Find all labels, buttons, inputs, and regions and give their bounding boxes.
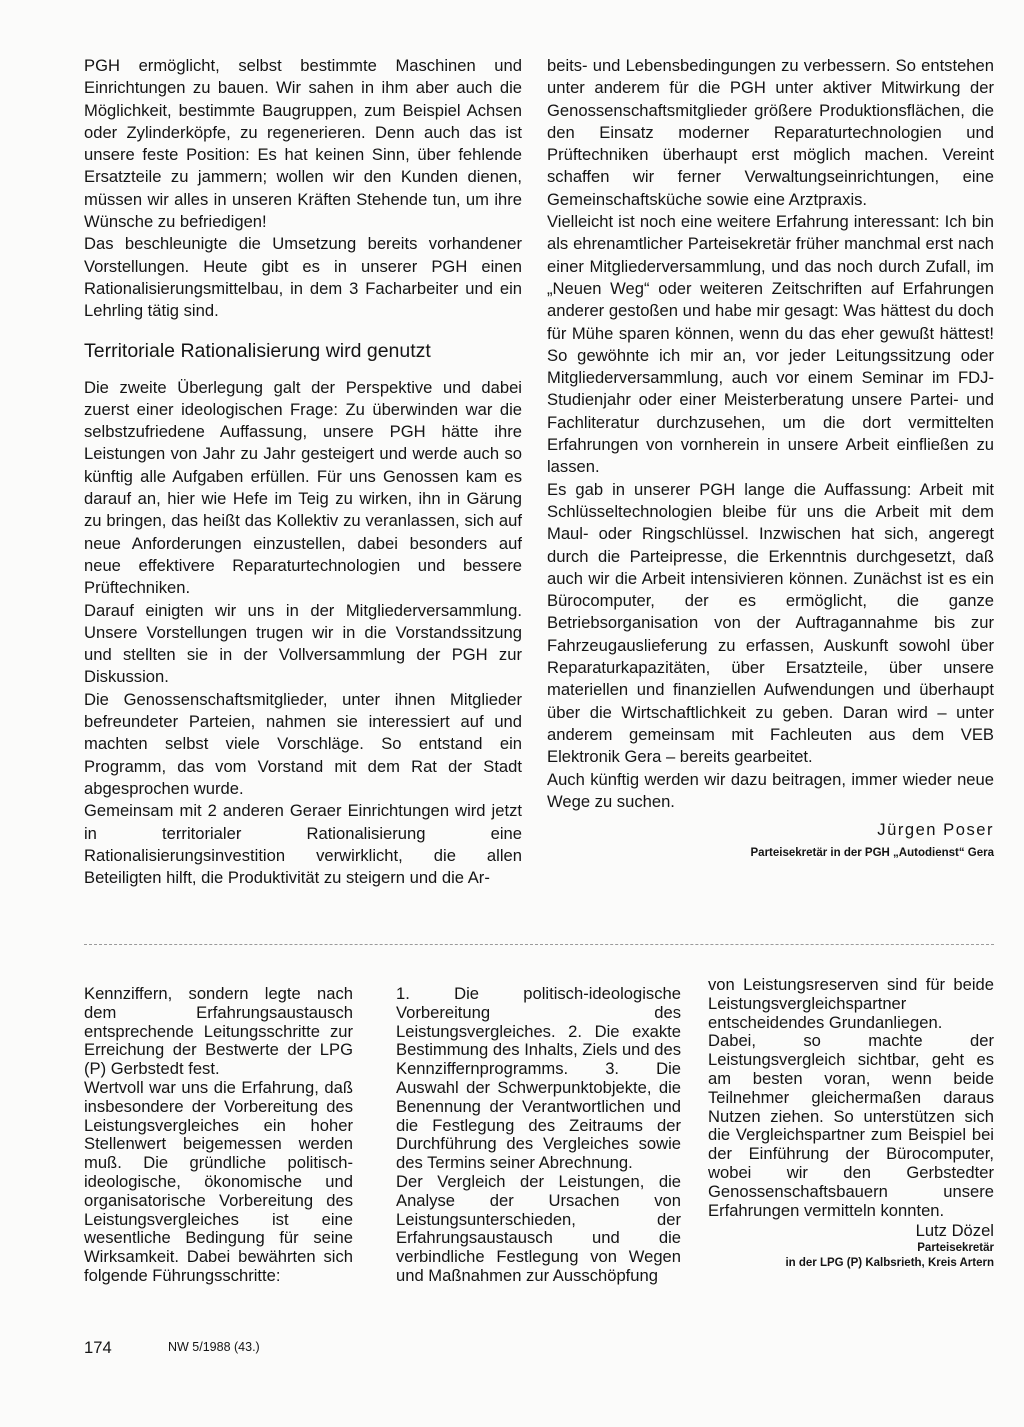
article-column-right <box>547 55 994 861</box>
article2-column-1 <box>84 985 353 1286</box>
author-role: Parteisekretär in der PGH „Autodienst“ Gera <box>750 847 994 860</box>
article2-column-3 <box>708 976 994 1271</box>
section-divider <box>84 944 994 945</box>
author-name: Jürgen Poser <box>877 820 994 840</box>
paragraph: Vielleicht ist noch eine weitere Erfahrung interessant: Ich bin als ehrenamtlicher Parteisekretär früher manchmal erst nach einer Mitgliederversammlung, und das noch durch Zufall, im „Neuen Weg“ oder weiteren Zeitschriften auf Erfahrungen anderer gestoßen und habe mir gesagt: Was hättest du doch für Mühe sparen können, wenn du das eher gewußt hättest! So gewöhnte ich mir an, vor jeder Leitungssitzung oder Mitgliederversammlung, auch vor einem Seminar im FDJ-Studienjahr oder einer Meisterberatung unsere Partei- und Fachliteratur durchzusehen, um die dort vermittelten Erfahrungen von vornherein in unsere Arbeit einfließen zu lassen. <box>547 212 994 477</box>
paragraph: Kennziffern, sondern legte nach dem Erfahrungsaustausch entsprechende Leitungsschritte zur Erreichung der Bestwerte der LPG (P) Gerbstedt fest. <box>84 984 353 1079</box>
page-number: 174 <box>84 1338 112 1357</box>
paragraph: 1. Die politisch-ideologische Vorbereitung des Leistungsvergleiches. 2. Die exakte Bestimmung des Inhalts, Ziels und des Kennziffernprogramms. 3. Die Auswahl der Schwerpunktobjekte, die Benennung der Verantwortlichen und die Festlegung des Zeitraums der Durchführung des Vergleiches sowie des Termins seiner Abrechnung. <box>396 984 682 1173</box>
paragraph: Das beschleunigte die Umsetzung bereits vorhandener Vorstellungen. Heute gibt es in unserer PGH einen Rationalisierungsmittelbau, in dem 3 Facharbeiter und ein Lehrling tätig sind. <box>84 234 522 321</box>
paragraph: Darauf einigten wir uns in der Mitgliederversammlung. Unsere Vorstellungen trugen wir in die Vorstandssitzung und stellten sie in der Vollversammlung der PGH zur Diskussion. <box>84 600 522 687</box>
paragraph: Es gab in unserer PGH lange die Auffassung: Arbeit mit Schlüsseltechnologien bleibe für uns die Arbeit mit dem Maul- oder Ringschlüssel. Inzwischen hat sich, angeregt durch die Parteipresse, die Erkenntnis durchgesetzt, daß auch wir die Arbeit intensivieren können. Zunächst ist es ein Bürocomputer, der es ermöglicht, die ganze Betriebsorganisation von der Auftragannahme bis zur Fahrzeugauslieferung zu erfassen, Auskunft sowohl über Reparaturkapazitäten, über Ersatzteile, über unsere materiellen und finanziellen Aufwendungen und überhaupt über die Wirtschaftlichkeit zu geben. Daran wird – unter anderem gemeinsam mit Fachleuten aus dem VEB Elektronik Gera – bereits gearbeitet. <box>547 479 994 767</box>
section-heading: Territoriale Rationalisierung wird genutzt <box>84 339 431 362</box>
paragraph: Der Vergleich der Leistungen, die Analyse der Ursachen von Leistungsunterschieden, der Erfahrungsaustausch und die verbindliche Festlegung von Wegen und Maßnahmen zur Ausschöpfung <box>396 1171 681 1285</box>
article-column-left <box>84 55 522 889</box>
author-name: Lutz Dözel <box>915 1221 994 1241</box>
paragraph: Gemeinsam mit 2 anderen Geraer Einrichtungen wird jetzt in territorialer Rationalisierung eine Rationalisierungsinvestition verwirklicht, die allen Beteiligten hilft, die Produktivität zu steigern und die Ar- <box>84 801 522 888</box>
paragraph: PGH ermöglicht, selbst bestimmte Maschinen und Einrichtungen zu bauen. Wir sahen in ihm aber auch die Möglichkeit, bestimmte Baugruppen, zum Beispiel Achsen oder Zylinderköpfe, zu regenerieren. Denn auch das ist unsere feste Position: Es hat keinen Sinn, über fehlende Ersatzteile zu jammern; wollen wir den Kunden dienen, müssen wir alles in unseren Kräften Stehende tun, um ihre Wünsche zu befriedigen! <box>84 56 522 232</box>
paragraph: Die zweite Überlegung galt der Perspektive und dabei zuerst einer ideologischen Frage: Zu überwinden war die selbstzufriedene Auffassung, unsere PGH hätte ihre Leistungen von Jahr zu Jahr gesteigert und werde auch so künftig alle Aufgaben erfüllen. Für uns Genossen kam es darauf an, hier wie Hefe im Teig zu wirken, ihn in Gärung zu bringen, das heißt das Kollektiv zu veranlassen, sich auf neue Anforderungen einzustellen, dabei besonders auf neue effektivere Reparaturtechnologien und bessere Prüftechniken. <box>84 377 522 598</box>
author-role-location: in der LPG (P) Kalbsrieth, Kreis Artern <box>785 1257 994 1270</box>
author-role: Parteisekretär <box>917 1242 994 1255</box>
paragraph: von Leistungsreserven sind für beide Leistungsvergleichspartner entscheidendes Grundanliegen. <box>708 975 994 1032</box>
issue-reference: NW 5/1988 (43.) <box>168 1340 260 1354</box>
paragraph: Die Genossenschaftsmitglieder, unter ihnen Mitglieder befreundeter Parteien, nahmen sie interessiert auf und machten selbst viele Vorschläge. So entstand ein Programm, das vom Vorstand mit dem Rat der Stadt abgesprochen wurde. <box>84 689 522 798</box>
paragraph: Auch künftig werden wir dazu beitragen, immer wieder neue Wege zu suchen. <box>547 769 994 811</box>
paragraph: Dabei, so machte der Leistungsvergleich sichtbar, geht es am besten voran, wenn beide Teilnehmer gleichermaßen daraus Nutzen ziehen. So unterstützen sich die Vergleichspartner zum Beispiel bei der Einführung der Bürocomputer, wobei wir den Gerbstedter Genossenschaftsbauern unsere Erfahrungen vermitteln konnten. <box>708 1031 994 1220</box>
paragraph: Wertvoll war uns die Erfahrung, daß insbesondere der Vorbereitung des Leistungsvergleiches ein hoher Stellenwert beigemessen werden muß. Die gründliche politisch-ideologische, ökonomische und organisatorische Vorbereitung des Leistungsvergleiches ist eine wesentliche Bedingung für seine Wirksamkeit. Dabei bewährten sich folgende Führungsschritte: <box>84 1077 353 1285</box>
paragraph: beits- und Lebensbedingungen zu verbessern. So entstehen unter anderem für die PGH unter aktiver Mitwirkung der Genossenschaftsmitglieder größere Produktionsflächen, die den Einsatz moderner Reparaturtechnologien und Prüftechniken überhaupt erst möglich machen. Vereint schaffen wir ferner Verwaltungseinrichtungen, eine Gemeinschaftsküche sowie eine Arztpraxis. <box>547 56 994 209</box>
article2-column-2 <box>396 985 681 1286</box>
